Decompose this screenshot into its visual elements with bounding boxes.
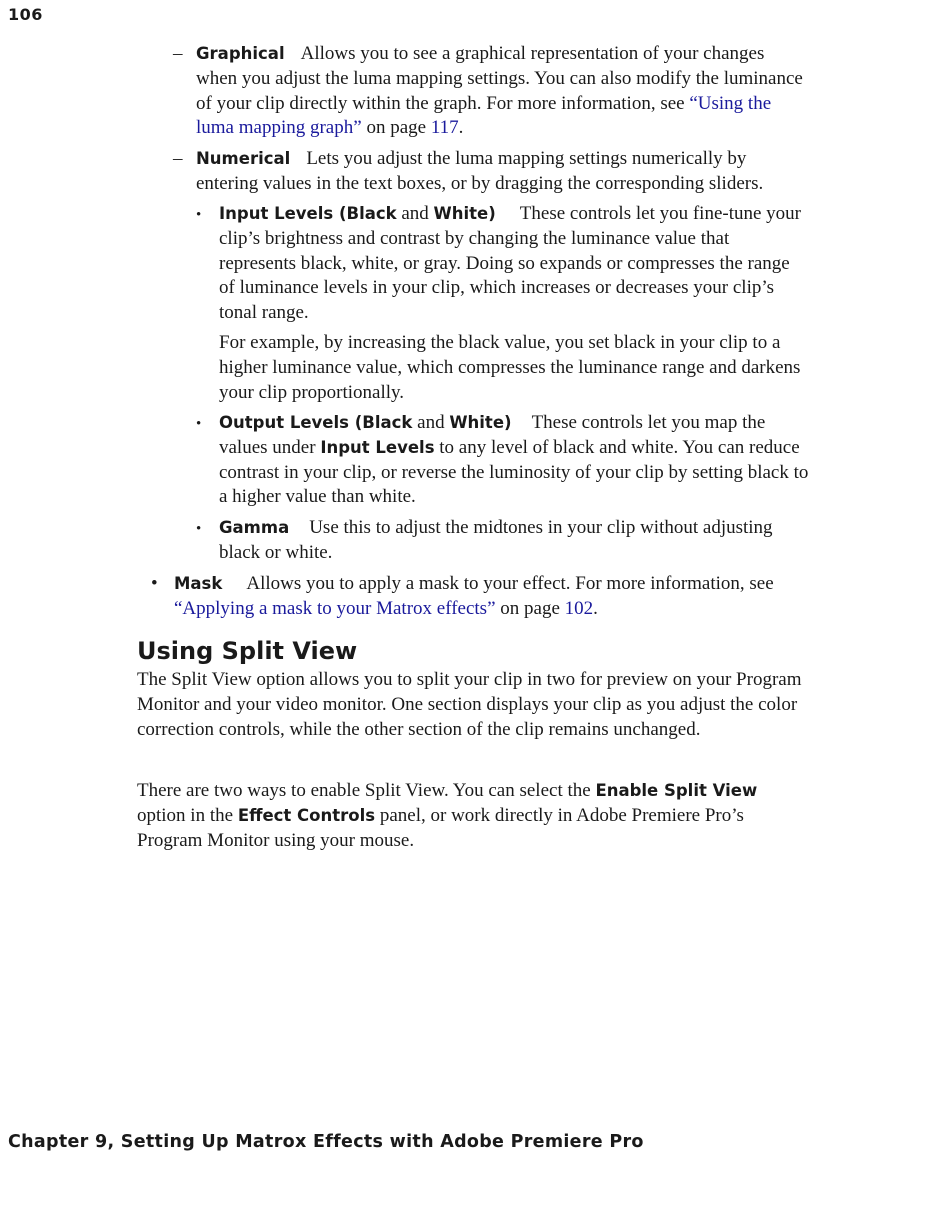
gamma-item [219,516,809,566]
numerical-text: Lets you adjust the luma mapping settings numerically by entering values in the text boxes, or by dragging the corresponding sliders. [196,148,764,194]
bullet-marker: • [196,521,202,537]
luma-graph-link[interactable]: “Using the luma mapping graph” [196,92,772,139]
output-levels-item [219,411,809,510]
bullet-marker: • [196,207,202,223]
white-term: White) [449,413,512,432]
output-levels-term: Output Levels (Black [219,413,413,432]
white-term: White) [433,204,496,223]
dash-marker: – [173,43,183,64]
dash-marker: – [173,148,183,169]
graphical-item [196,42,808,141]
period: . [458,117,464,139]
gamma-term: Gamma [219,518,290,537]
effect-controls-term: Effect Controls [237,805,376,825]
section-heading: Using Split View [137,637,358,665]
split-view-para-2 [137,779,809,853]
output-levels-text-cont: to any level of black and white. You can reduce contrast in your clip, or reverse the luminosity of your clip by setting black to a higher value than white. [219,436,809,508]
input-levels-term: Input Levels (Black [219,204,397,223]
and-text: and [401,203,429,224]
input-levels-example: For example, by increasing the black value, you set black in your clip to a higher luminance value, which compresses the luminance range and darkens your clip proportionally. [219,332,801,403]
page-footer: Chapter 9, Setting Up Matrox Effects with Adobe Premiere Pro [8,1132,644,1152]
mask-item [174,572,810,622]
gamma-text: Use this to adjust the midtones in your clip without adjusting black or white. [219,517,773,563]
on-page-text: on page [500,597,560,619]
numerical-term: Numerical [196,149,291,168]
page-102-link[interactable]: 102 [564,597,594,619]
para2-text-b: option in the [137,804,234,826]
input-levels-text: These controls let you fine-tune your clip’s brightness and contrast by changing the luminance value that represents black, white, or gray. Doing so expands or compresses the range of luminance levels in your clip, which increases or decreases your clip’s tonal range. [219,203,802,324]
graphical-term: Graphical [196,44,285,63]
output-levels-text: These controls let you map the values under [219,412,766,458]
mask-text: Allows you to apply a mask to your effect. For more information, see [246,573,774,594]
mask-term: Mask [174,574,223,593]
enable-split-view-term: Enable Split View [595,781,758,800]
on-page-text: on page [366,117,427,139]
split-view-para-1: The Split View option allows you to split your clip in two for preview on your Program Monitor and your video monitor. One section displays your clip as you adjust the color correction controls, while the other section of the clip remains unchanged. [137,669,802,740]
input-levels-item [219,202,809,326]
page-117-link[interactable]: 117 [430,117,459,139]
para2-text-c: panel, or work directly in Adobe Premiere Pro’s Program Monitor using your mouse. [137,804,744,851]
para2-text: There are two ways to enable Split View. You can select the [137,780,591,801]
page-number: 106 [8,5,43,24]
and-text: and [417,412,445,433]
numerical-item [196,147,808,197]
bullet-marker: • [196,416,202,432]
applying-mask-link[interactable]: “Applying a mask to your Matrox effects” [174,597,496,619]
graphical-text: Allows you to see a graphical representation of your changes when you adjust the luma mapping settings. You can also modify the luminance of your clip directly within the graph. For more information, see [196,43,803,114]
bullet-marker: • [151,573,158,594]
input-levels-inline-term: Input Levels [320,437,435,457]
period: . [593,597,598,619]
